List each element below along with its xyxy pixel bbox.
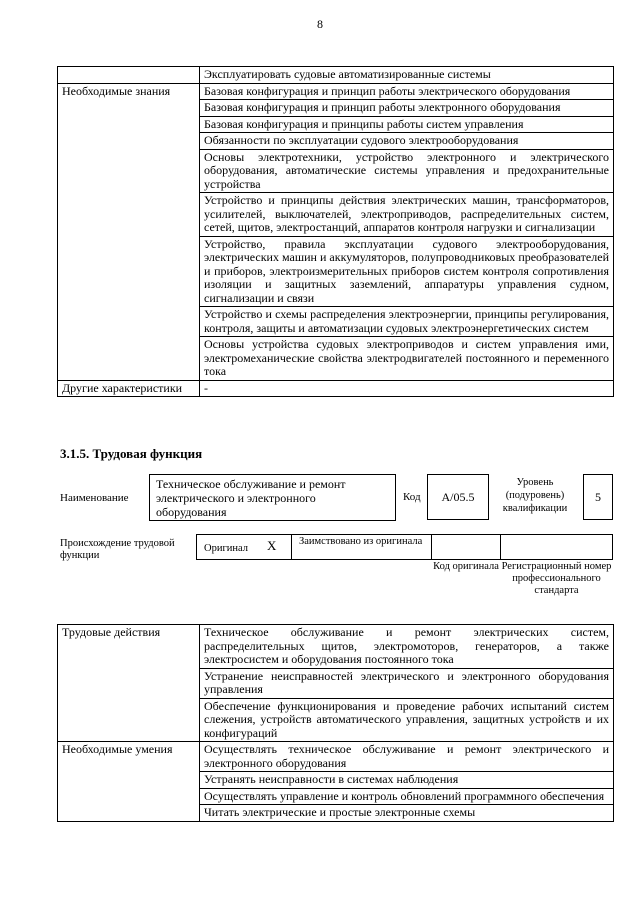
code-label: Код bbox=[403, 491, 421, 503]
cell-text: Устранение неисправностей электрического и электронного оборудования управления bbox=[200, 668, 614, 698]
table-row bbox=[58, 67, 614, 84]
row-label bbox=[58, 67, 200, 84]
level-box bbox=[583, 474, 613, 520]
row-label: Другие характеристики bbox=[58, 380, 200, 397]
original-cell bbox=[196, 534, 292, 560]
cell-text: Основы электротехники, устройство электронного и электрического оборудования, автоматические системы управления и предохранительные устройства bbox=[200, 149, 614, 193]
cell-text: Базовая конфигурация и принцип работы электронного оборудования bbox=[200, 100, 614, 117]
section-title: 3.1.5. Трудовая функция bbox=[60, 446, 203, 461]
cell-text: Базовая конфигурация и принцип работы электрического оборудования bbox=[200, 83, 614, 100]
original-label: Оригинал bbox=[204, 543, 248, 554]
name-label: Наименование bbox=[60, 492, 129, 504]
borrowed-cell bbox=[291, 534, 432, 560]
level-label: Уровень (подуровень) квалификации bbox=[502, 477, 568, 514]
origin-label: Происхождение трудовой функции bbox=[60, 538, 175, 561]
origin-code-caption: Код оригинала bbox=[433, 561, 499, 572]
cell-text: Техническое обслуживание и ремонт электрических систем, распределительных щитов, электромоторов, генераторов, а также электросистем и оборудования постоянного тока bbox=[200, 625, 614, 669]
cell-text: Осуществлять управление и контроль обновлений программного обеспечения bbox=[200, 788, 614, 805]
row-label: Необходимые знания bbox=[58, 83, 200, 380]
table-row bbox=[58, 83, 614, 100]
original-mark: X bbox=[267, 538, 277, 553]
level-value: 5 bbox=[595, 490, 601, 504]
cell-text: Базовая конфигурация и принципы работы систем управления bbox=[200, 116, 614, 133]
cell-text: Устройство и принципы действия электрических машин, трансформаторов, усилителей, выключателей, электроприводов, распределительных систем, сетей, щитов, электростанций, аппаратов контроля нагрузки и сигнализации bbox=[200, 193, 614, 237]
cell-text: Основы устройства судовых электроприводов и систем управления ими, электромеханические свойства электродвигателей постоянного и переменного тока bbox=[200, 337, 614, 381]
knowledge-table bbox=[57, 66, 614, 397]
cell-text: Обязанности по эксплуатации судового электрооборудования bbox=[200, 133, 614, 150]
table-row bbox=[58, 742, 614, 772]
code-value: A/05.5 bbox=[441, 490, 475, 504]
cell-text: Устройство, правила эксплуатации судового электрооборудования, электрических машин и аккумуляторов, полупроводниковых преобразователей и приборов, электроизмерительных приборов систем контроля сопротивления изоляции и защитных заземлений, аппаратуры управления судном, сигнализации и связи bbox=[200, 236, 614, 307]
table-row bbox=[58, 380, 614, 397]
reg-number-cell bbox=[500, 534, 613, 560]
origin-code-cell bbox=[431, 534, 501, 560]
cell-text: Устройство и схемы распределения электроэнергии, принципы регулирования, контроля, защиты и автоматизации судовых электроэнергетических систем bbox=[200, 307, 614, 337]
borrowed-label: Заимствовано из оригинала bbox=[299, 536, 423, 547]
cell-text: Устранять неисправности в системах наблюдения bbox=[200, 772, 614, 789]
page-number: 8 bbox=[317, 17, 323, 31]
row-label: Необходимые умения bbox=[58, 742, 200, 822]
cell-text: Обеспечение функционирования и проведение рабочих испытаний систем слежения, устройств автоматического управления, защитных устройств и их конфигураций bbox=[200, 698, 614, 742]
cell-text: Читать электрические и простые электронные схемы bbox=[200, 805, 614, 822]
reg-number-caption: Регистрационный номер профессионального стандарта bbox=[501, 561, 612, 596]
function-name-box bbox=[149, 474, 396, 521]
table-row bbox=[58, 625, 614, 669]
cell-text: Эксплуатировать судовые автоматизированные системы bbox=[200, 67, 614, 84]
row-label: Трудовые действия bbox=[58, 625, 200, 742]
actions-table bbox=[57, 624, 614, 822]
function-name: Техническое обслуживание и ремонт электрического и электронного оборудования bbox=[156, 477, 346, 519]
cell-text: - bbox=[200, 380, 614, 397]
code-box bbox=[427, 474, 489, 520]
cell-text: Осуществлять техническое обслуживание и ремонт электрического и электронного оборудования bbox=[200, 742, 614, 772]
